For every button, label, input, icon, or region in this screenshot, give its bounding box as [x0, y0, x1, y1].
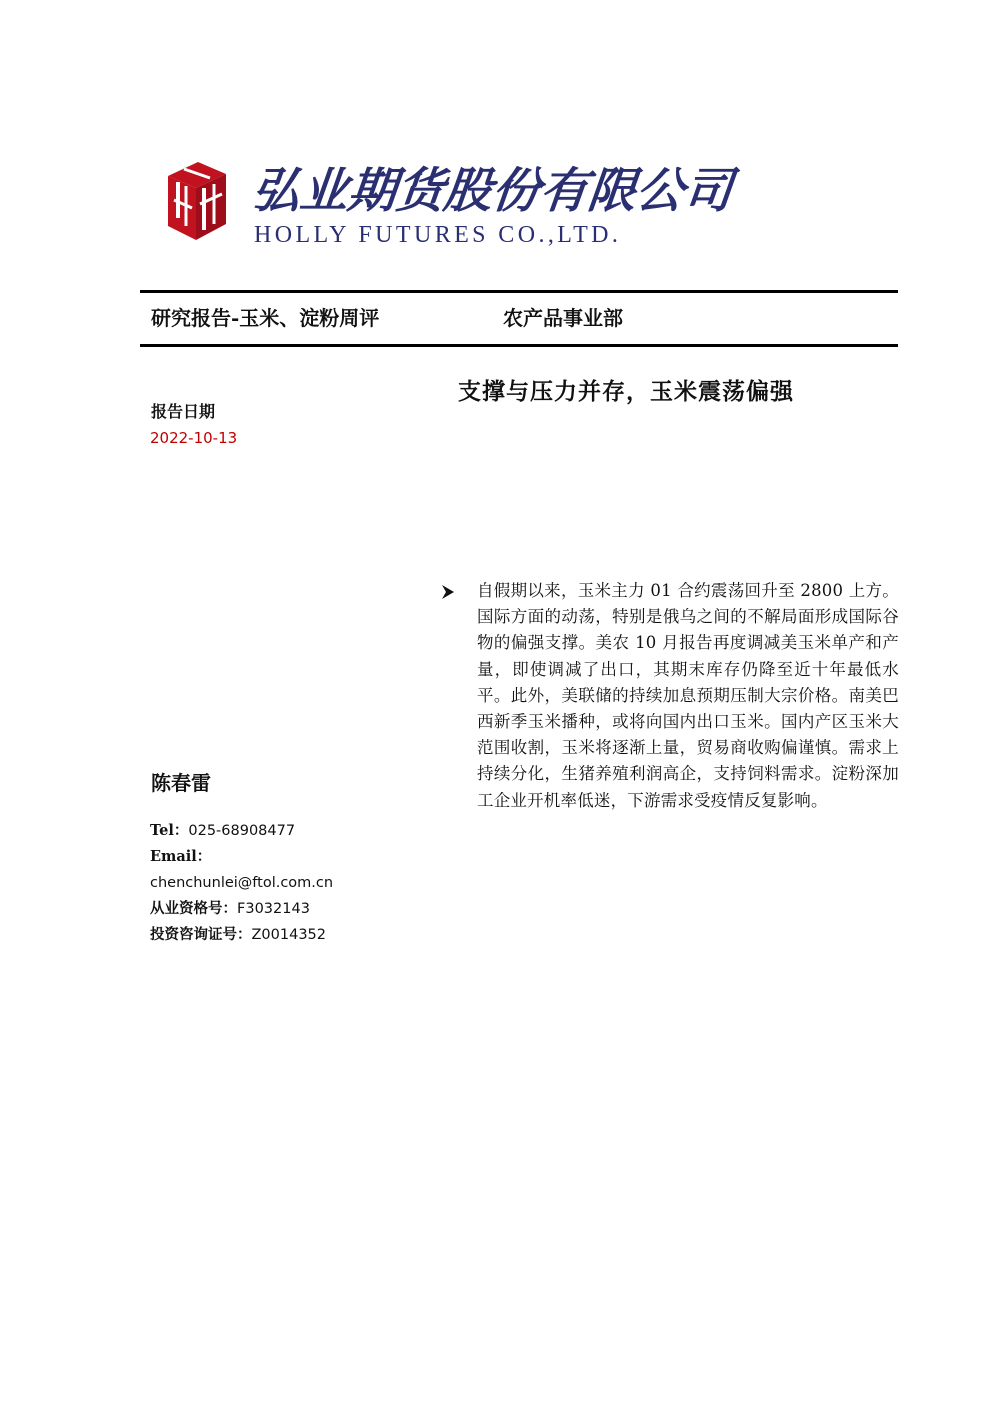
report-date-label: 报告日期	[151, 402, 216, 421]
report-date-value: 2022-10-13	[150, 429, 238, 447]
arrow-bullet-icon	[441, 584, 455, 600]
author-name: 陈春雷	[151, 771, 211, 795]
company-name-en: HOLLY FUTURES CO.,LTD.	[254, 222, 622, 248]
company-name-cn: 弘业期货股份有限公司	[249, 163, 735, 219]
header-top-rule	[140, 290, 898, 293]
author-qualification	[150, 899, 310, 919]
email-label: Email：	[150, 848, 212, 865]
tel-value: 025-68908477	[188, 823, 296, 839]
report-type: 研究报告-玉米、淀粉周评	[151, 306, 380, 330]
investment-value: Z0014352	[251, 927, 327, 943]
qualification-label: 从业资格号：	[150, 900, 237, 917]
header-bottom-rule	[140, 344, 898, 347]
tel-label: Tel：	[150, 822, 189, 839]
report-title: 支撑与压力并存，玉米震荡偏强	[458, 378, 794, 405]
author-investment-cert	[150, 925, 326, 945]
department: 农产品事业部	[503, 306, 623, 330]
company-logo-mark	[164, 160, 230, 242]
author-email[interactable]: chenchunlei@ftol.com.cn	[150, 875, 334, 891]
summary-paragraph: 自假期以来，玉米主力 01 合约震荡回升至 2800 上方。国际方面的动荡，特别是俄乌之间的不解局面形成国际谷物的偏强支撑。美农 10 月报告再度调减美玉米单产和产量，即使调减了出口，其期末库存仍降至近十年最低水平。此外，美联储的持续加息预期压制大宗价格。南美巴西新季玉米播种，或将向国内出口玉米。国内产区玉米大范围收割，玉米将逐渐上量，贸易商收购偏谨慎。需求上持续分化，生猪养殖利润高企，支持饲料需求。淀粉深加工企业开机率低迷，下游需求受疫情反复影响。	[477, 581, 899, 810]
investment-label: 投资咨询证号：	[150, 926, 252, 943]
qualification-value: F3032143	[237, 901, 310, 917]
author-tel	[150, 821, 295, 841]
author-email-label	[150, 847, 211, 867]
